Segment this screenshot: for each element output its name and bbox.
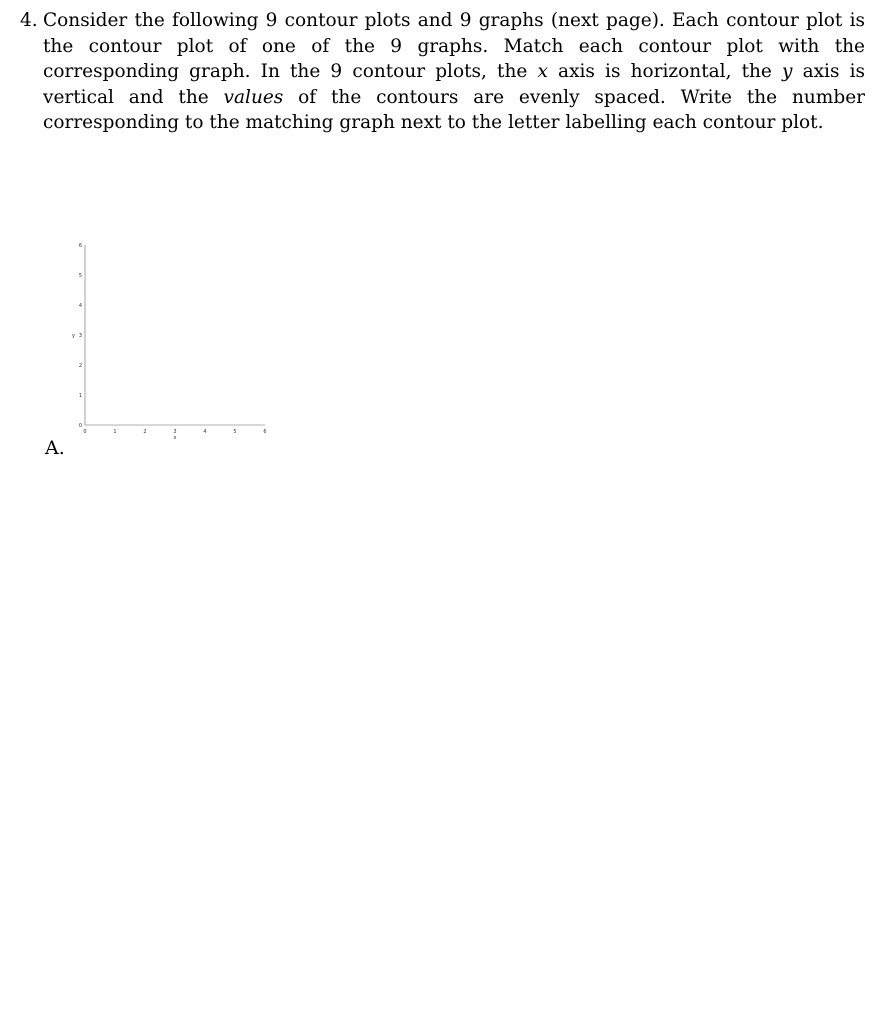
x-tick-label: 2 bbox=[143, 429, 147, 435]
y-tick-label: 3 bbox=[78, 333, 82, 339]
y-tick-label: 4 bbox=[78, 303, 82, 309]
question-text-3: axis is vertical and the bbox=[43, 61, 866, 108]
x-tick-label: 1 bbox=[113, 429, 117, 435]
var-y: y bbox=[782, 61, 793, 82]
x-tick-label: 6 bbox=[263, 429, 267, 435]
y-tick-label: 6 bbox=[78, 243, 82, 249]
question-number: 4. bbox=[20, 10, 38, 31]
y-axis-label: y bbox=[72, 333, 75, 339]
x-tick-label: 4 bbox=[203, 429, 207, 435]
x-axis-label: x bbox=[173, 435, 177, 441]
contour-plot-nested-squares bbox=[40, 235, 267, 450]
plot-label: A. bbox=[45, 437, 65, 459]
axes bbox=[72, 243, 267, 441]
x-tick-label: 5 bbox=[233, 429, 237, 435]
x-tick-label: 3 bbox=[173, 429, 177, 435]
question-text-4: of the contours are evenly spaced. Write the number corresponding to the matching graph next to the letter labelling each contour plot. bbox=[43, 86, 865, 133]
question-text-1: Consider the following 9 contour plots and 9 graphs (next page). Each contour plot is the contour plot of one of the 9 graphs. Match each contour plot with the corresponding graph. In the 9 contour plots, the bbox=[43, 10, 865, 82]
y-tick-label: 0 bbox=[78, 423, 82, 429]
y-tick-label: 2 bbox=[78, 363, 82, 369]
x-tick-label: 0 bbox=[83, 429, 87, 435]
question bbox=[20, 8, 865, 136]
y-tick-label: 1 bbox=[78, 393, 82, 399]
y-tick-label: 5 bbox=[78, 273, 82, 279]
question-text bbox=[43, 8, 865, 136]
emphasis-values: values bbox=[223, 86, 284, 108]
question-text-2: axis is horizontal, the bbox=[547, 61, 783, 82]
contour-panel-a bbox=[40, 235, 267, 475]
var-x: x bbox=[537, 61, 548, 82]
